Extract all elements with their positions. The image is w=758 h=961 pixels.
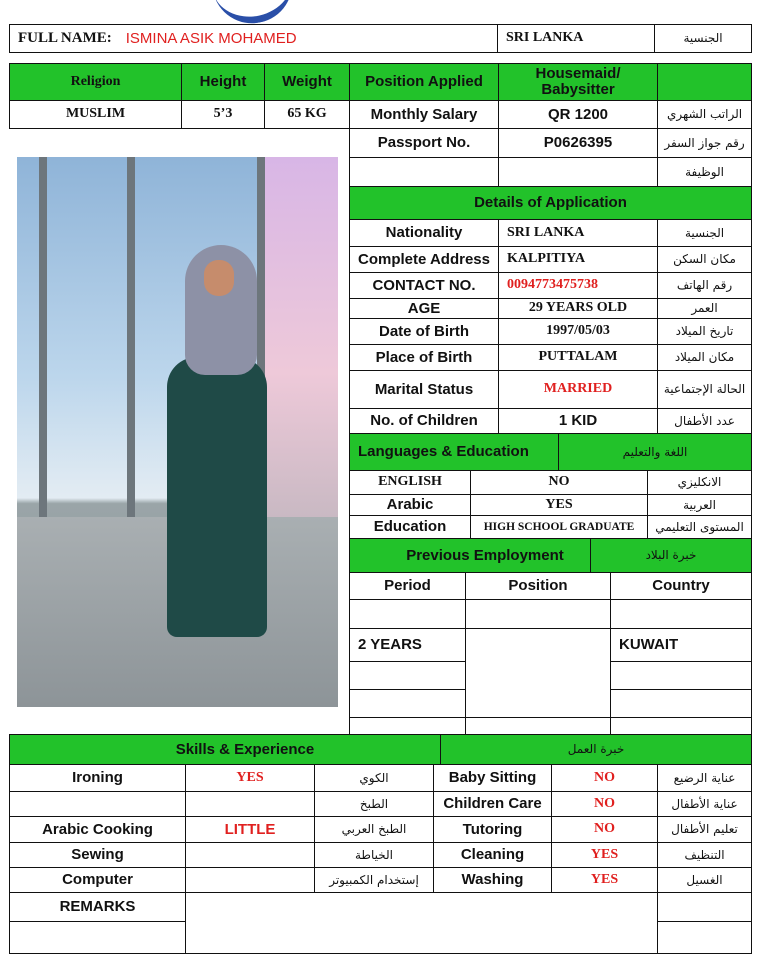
photo-figure	[204, 260, 234, 296]
window-frame	[127, 157, 135, 517]
language-label: Arabic	[349, 494, 471, 516]
detail-label: Place of Birth	[349, 344, 499, 371]
employment-cell	[465, 717, 611, 735]
skill-label	[9, 791, 186, 817]
skill-label: Baby Sitting	[433, 764, 552, 792]
detail-ar: الحالة الإجتماعية	[657, 370, 752, 409]
remarks-cell	[9, 921, 186, 954]
details-title: Details of Application	[349, 186, 752, 220]
language-value: HIGH SCHOOL GRADUATE	[470, 515, 648, 539]
skill-value: NO	[551, 791, 658, 817]
skill-value	[185, 791, 315, 817]
language-value: NO	[470, 470, 648, 495]
employment-cell	[349, 599, 466, 629]
language-ar: المستوى التعليمي	[647, 515, 752, 539]
passport-label: Passport No.	[349, 128, 499, 158]
height-value: 5’3	[181, 100, 265, 129]
detail-ar: تاريخ الميلاد	[657, 318, 752, 345]
detail-ar: مكان السكن	[657, 246, 752, 273]
skill-label: Cleaning	[433, 842, 552, 868]
salary-label: Monthly Salary	[349, 100, 499, 129]
photo-figure	[167, 357, 267, 637]
skill-label: Tutoring	[433, 816, 552, 843]
employment-title-ar: خبرة البلاد	[590, 538, 752, 573]
remarks-value	[185, 892, 659, 954]
detail-label: Date of Birth	[349, 318, 499, 345]
detail-label: AGE	[349, 298, 499, 319]
salary-ar: الراتب الشهري	[657, 100, 752, 129]
skill-ar: الخياطة	[314, 842, 434, 868]
employment-title: Previous Employment	[349, 538, 621, 573]
weight-value: 65 KG	[264, 100, 350, 129]
blank-cell	[349, 157, 499, 187]
detail-label: No. of Children	[349, 408, 499, 434]
detail-label: CONTACT NO.	[349, 272, 499, 299]
full-name-cell	[9, 24, 498, 53]
skill-label: Children Care	[433, 791, 552, 817]
detail-ar: مكان الميلاد	[657, 344, 752, 371]
skill-value: YES	[551, 842, 658, 868]
employment-cell	[610, 661, 752, 690]
skill-label: Arabic Cooking	[9, 816, 186, 843]
skills-title: Skills & Experience	[9, 734, 481, 765]
language-ar: الانكليزي	[647, 470, 752, 495]
skill-value: YES	[551, 867, 658, 893]
detail-value: KALPITIYA	[498, 246, 658, 273]
photo-background	[263, 157, 338, 517]
skill-value	[185, 842, 315, 868]
passport-value: P0626395	[498, 128, 658, 158]
blank-cell	[498, 157, 658, 187]
skill-ar: الطبخ	[314, 791, 434, 817]
employment-position	[465, 628, 611, 718]
detail-value: 0094773475738	[498, 272, 658, 299]
skill-label: Washing	[433, 867, 552, 893]
job-ar: الوظيفة	[657, 157, 752, 187]
languages-title: Languages & Education	[349, 433, 561, 471]
detail-ar: رقم الهاتف	[657, 272, 752, 299]
employment-cell	[349, 717, 466, 735]
skill-ar: إستخدام الكمبيوتر	[314, 867, 434, 893]
skill-value: LITTLE	[185, 816, 315, 843]
employment-header: Position	[465, 572, 611, 600]
remarks-label: REMARKS	[9, 892, 186, 922]
detail-ar: العمر	[657, 298, 752, 319]
language-value: YES	[470, 494, 648, 516]
detail-value: SRI LANKA	[498, 219, 658, 247]
header-nationality: SRI LANKA	[497, 24, 655, 53]
employment-cell	[465, 599, 611, 629]
detail-value: 1 KID	[498, 408, 658, 434]
skills-title-ar: خبرة العمل	[440, 734, 752, 765]
employment-cell	[349, 689, 466, 718]
header-blank	[657, 63, 752, 101]
language-ar: العربية	[647, 494, 752, 516]
detail-ar: الجنسية	[657, 219, 752, 247]
candidate-photo	[17, 157, 338, 707]
detail-label: Marital Status	[349, 370, 499, 409]
skill-value: NO	[551, 816, 658, 843]
skill-ar: تعليم الأطفال	[657, 816, 752, 843]
employment-cell	[610, 689, 752, 718]
header-nationality-ar: الجنسية	[654, 24, 752, 53]
employment-cell	[349, 661, 466, 690]
full-name-label: FULL NAME:	[18, 29, 112, 46]
detail-value: 29 YEARS OLD	[498, 298, 658, 319]
skill-value: YES	[185, 764, 315, 792]
detail-value: PUTTALAM	[498, 344, 658, 371]
employment-header: Period	[349, 572, 466, 600]
passport-ar: رقم جواز السفر	[657, 128, 752, 158]
remarks-cell	[657, 921, 752, 954]
detail-value: MARRIED	[498, 370, 658, 409]
employment-cell	[610, 717, 752, 735]
languages-title-ar: اللغة والتعليم	[558, 433, 752, 471]
religion-header: Religion	[9, 63, 182, 101]
detail-value: 1997/05/03	[498, 318, 658, 345]
language-label: ENGLISH	[349, 470, 471, 495]
skill-ar: الغسيل	[657, 867, 752, 893]
skill-label: Sewing	[9, 842, 186, 868]
skill-ar: الكوي	[314, 764, 434, 792]
skill-ar: عناية الرضيع	[657, 764, 752, 792]
skill-label: Computer	[9, 867, 186, 893]
skill-ar: الطبخ العربي	[314, 816, 434, 843]
window-frame	[39, 157, 47, 517]
employment-cell	[610, 599, 752, 629]
skill-value	[185, 867, 315, 893]
salary-value: QR 1200	[498, 100, 658, 129]
employment-header: Country	[610, 572, 752, 600]
employment-period: 2 YEARS	[349, 628, 466, 662]
skill-ar: عناية الأطفال	[657, 791, 752, 817]
skill-ar: التنظيف	[657, 842, 752, 868]
language-label: Education	[349, 515, 471, 539]
detail-label: Complete Address	[349, 246, 499, 273]
detail-label: Nationality	[349, 219, 499, 247]
detail-ar: عدد الأطفال	[657, 408, 752, 434]
skill-label: Ironing	[9, 764, 186, 792]
height-header: Height	[181, 63, 265, 101]
weight-header: Weight	[264, 63, 350, 101]
religion-value: MUSLIM	[9, 100, 182, 129]
position-header: Position Applied	[349, 63, 499, 101]
full-name-value: ISMINA ASIK MOHAMED	[125, 29, 297, 47]
skill-value: NO	[551, 764, 658, 792]
position-value: Housemaid/ Babysitter	[498, 63, 658, 101]
employment-country: KUWAIT	[610, 628, 752, 662]
remarks-cell	[657, 892, 752, 922]
